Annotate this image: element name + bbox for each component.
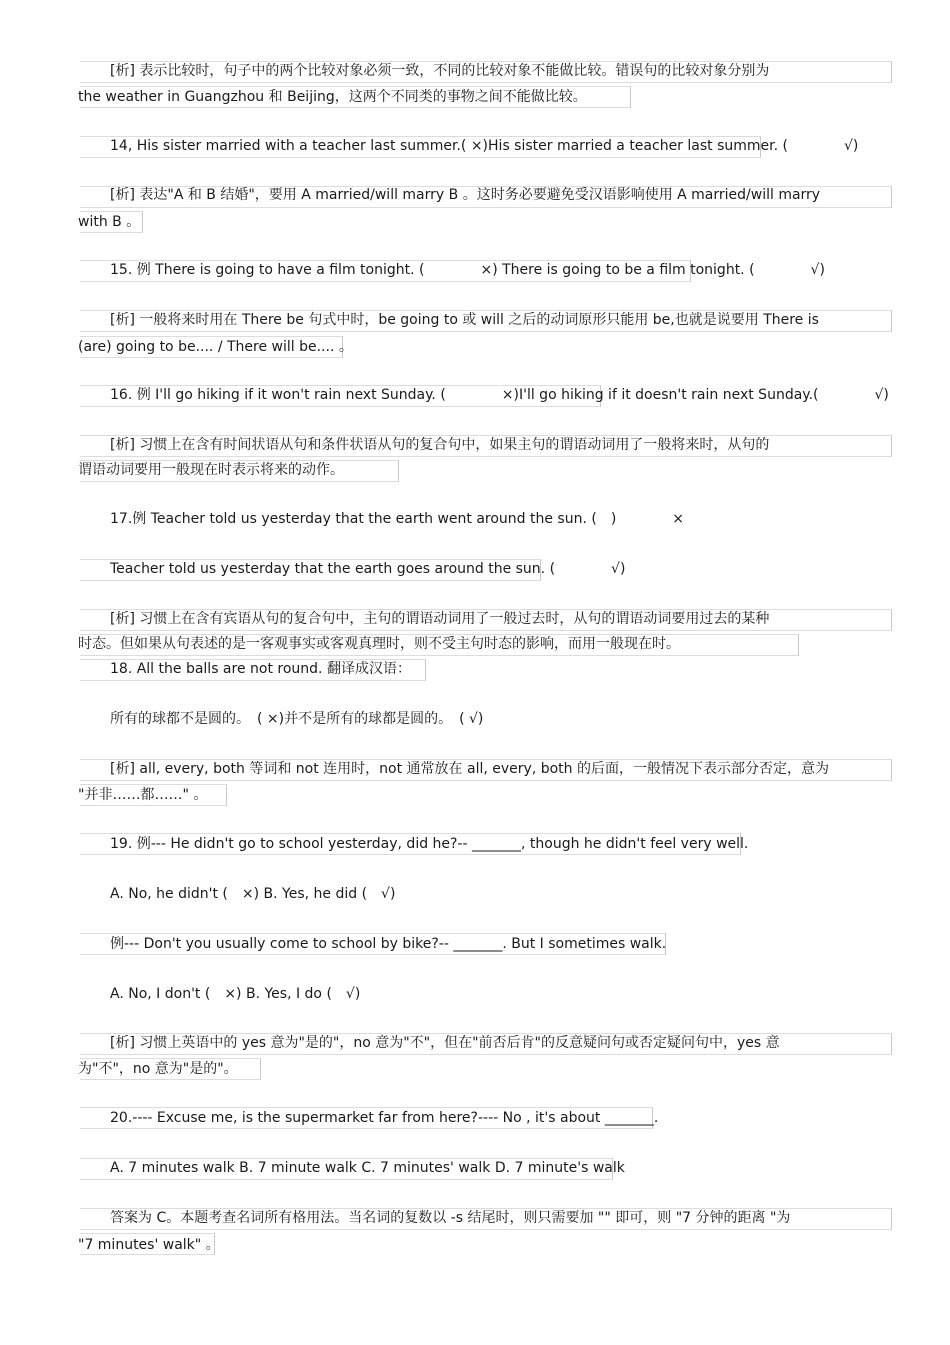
example-sentence: 15. 例 There is going to have a film tonight. ( ×) There is going to be a film tonight. ( √) [110,262,825,278]
example-sentence: 所有的球都不是圆的。 ( ×)并不是所有的球都是圆的。 ( √) [110,711,484,727]
analysis-text: [析] 一般将来时用在 There be 句式中时，be going to 或 will 之后的动词原形只能用 be,也就是说要用 There is [110,312,819,328]
answer-options: A. 7 minutes walk B. 7 minute walk C. 7 minutes' walk D. 7 minute's walk [110,1160,625,1176]
example-sentence: 18. All the balls are not round. 翻译成汉语： [110,661,411,677]
analysis-text: [析] 习惯上英语中的 yes 意为"是的"，no 意为"不"，但在"前否后肯"的反意疑问句或否定疑问句中，yes 意 [110,1035,780,1051]
analysis-text: "并非……都……" 。 [78,787,208,803]
example-sentence: 16. 例 I'll go hiking if it won't rain next Sunday. ( ×)I'll go hiking if it doesn't rain next Sunday.( √) [110,387,889,403]
example-sentence: 例--- Don't you usually come to school by bike?-- _______. But I sometimes walk. [110,936,667,952]
analysis-text: 时态。但如果从句表述的是一客观事实或客观真理时，则不受主句时态的影响，而用一般现在时。 [78,636,680,652]
analysis-text: [析] all, every, both 等词和 not 连用时，not 通常放在 all, every, both 的后面，一般情况下表示部分否定，意为 [110,761,829,777]
example-sentence: 14, His sister married with a teacher last summer.( ×)His sister married a teacher last summer. ( √) [110,138,859,154]
example-sentence: Teacher told us yesterday that the earth goes around the sun. ( √) [110,561,626,577]
example-sentence: 20.---- Excuse me, is the supermarket far from here?---- No , it's about _______. [110,1110,659,1126]
analysis-text: [析] 表达"A 和 B 结婚"，要用 A married/will marry B 。这时务必要避免受汉语影响使用 A married/will marry [110,187,821,203]
analysis-text: [析] 习惯上在含有时间状语从句和条件状语从句的复合句中，如果主句的谓语动词用了一般将来时，从句的 [110,437,770,453]
analysis-text: "7 minutes' walk" 。 [78,1237,220,1253]
analysis-text: [析] 习惯上在含有宾语从句的复合句中，主句的谓语动词用了一般过去时，从句的谓语动词要用过去的某种 [110,611,770,627]
analysis-text: 为"不"，no 意为"是的"。 [78,1061,238,1077]
answer-options: A. No, I don't ( ×) B. Yes, I do ( √) [110,986,361,1002]
example-sentence: 19. 例--- He didn't go to school yesterday, did he?-- _______, though he didn't feel very well. [110,836,749,852]
analysis-text: 谓语动词要用一般现在时表示将来的动作。 [78,462,344,478]
analysis-text: [析] 表示比较时，句子中的两个比较对象必须一致，不同的比较对象不能做比较。错误句的比较对象分别为 [110,63,770,79]
analysis-text: the weather in Guangzhou 和 Beijing，这两个不同类的事物之间不能做比较。 [78,89,587,105]
analysis-text: (are) going to be.... / There will be.... 。 [78,339,353,355]
analysis-text: with B 。 [78,214,141,230]
analysis-text: 答案为 C。本题考查名词所有格用法。当名词的复数以 -s 结尾时，则只需要加 "" 即可，则 "7 分钟的距离 "为 [110,1210,791,1226]
answer-options: A. No, he didn't ( ×) B. Yes, he did ( √) [110,886,396,902]
example-sentence: 17.例 Teacher told us yesterday that the earth went around the sun. ( ) × [110,511,685,527]
